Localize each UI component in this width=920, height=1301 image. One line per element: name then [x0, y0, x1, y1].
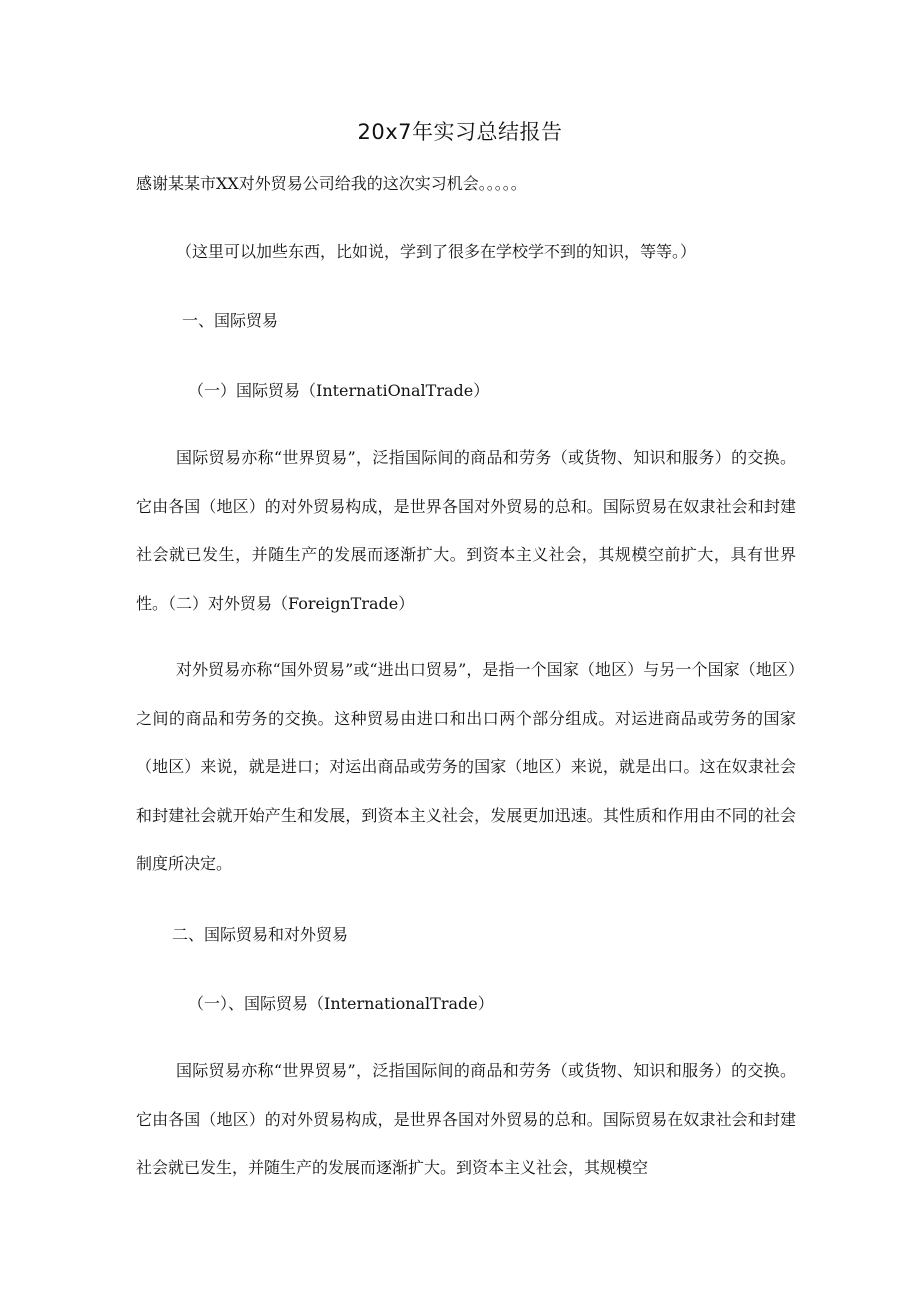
note-line: （这里可以加些东西，比如说，学到了很多在学校学不到的知识，等等。）	[176, 242, 697, 261]
section-1-paragraph-2: 对外贸易亦称“国外贸易”或“进出口贸易”，是指一个国家（地区）与另一个国家（地区）之间的商品和劳务的交换。这种贸易由进口和出口两个部分组成。对运进商品或劳务的国家（地区）来说，就是进口；对运出商品或劳务的国家（地区）来说，就是出口。这在奴隶社会和封建社会就开始产生和发展，到资本主义社会，发展更加迅速。其性质和作用由不同的社会制度所决定。	[136, 660, 796, 873]
section-1-heading: 一、国际贸易	[182, 311, 279, 330]
section-1-paragraph-1: 国际贸易亦称“世界贸易”，泛指国际间的商品和劳务（或货物、知识和服务）的交换。它由各国（地区）的对外贸易构成，是世界各国对外贸易的总和。国际贸易在奴隶社会和封建社会就已发生，并随生产的发展而逐渐扩大。到资本主义社会，其规模空前扩大，具有世界性。（二）对外贸易（ForeignTrade）	[136, 448, 796, 613]
section-2-subheading: （一）、国际贸易（InternationalTrade）	[188, 994, 494, 1013]
section-2-paragraph-1: 国际贸易亦称“世界贸易”，泛指国际间的商品和劳务（或货物、知识和服务）的交换。它由各国（地区）的对外贸易构成，是世界各国对外贸易的总和。国际贸易在奴隶社会和封建社会就已发生，并随生产的发展而逐渐扩大。到资本主义社会，其规模空	[136, 1061, 796, 1177]
thanks-line: 感谢某某市XX对外贸易公司给我的这次实习机会。。。。。	[136, 174, 527, 193]
section-1-subheading: （一）国际贸易（InternatiOnalTrade）	[188, 381, 490, 400]
document-title: 20x7年实习总结报告	[357, 120, 563, 144]
section-2-heading: 二、国际贸易和对外贸易	[172, 925, 349, 944]
